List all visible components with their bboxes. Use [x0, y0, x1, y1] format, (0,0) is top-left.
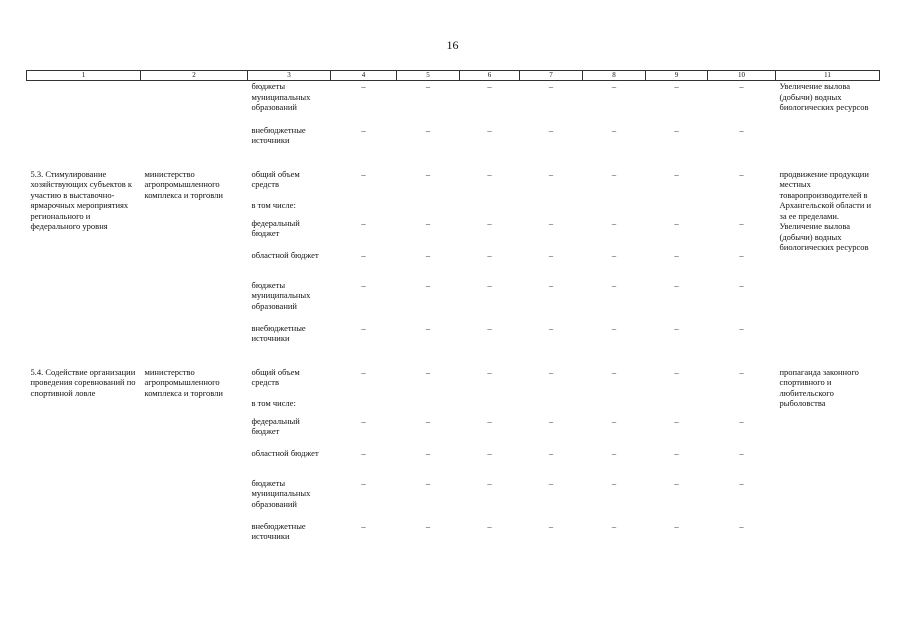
page-number: 16: [446, 38, 459, 52]
value-cell: [460, 200, 520, 218]
funding-source-cell: бюджеты муниципальных образований: [251, 279, 311, 311]
value-cell: –: [425, 217, 431, 228]
funding-source-cell: в том числе:: [251, 199, 296, 210]
funding-source-cell: бюджеты муниципальных образований: [251, 477, 311, 509]
value-cell: [708, 398, 776, 416]
value-cell: –: [487, 415, 492, 426]
value-cell: –: [425, 322, 431, 333]
funding-source-cell: федеральный бюджет: [251, 217, 300, 238]
value-cell: –: [487, 447, 492, 458]
value-cell: [646, 398, 708, 416]
value-cell: –: [674, 322, 679, 333]
value-cell: –: [739, 366, 744, 377]
value-cell: –: [487, 366, 492, 377]
table-row: [27, 81, 880, 125]
funding-source-cell: в том числе:: [251, 397, 296, 408]
value-cell: –: [361, 447, 366, 458]
measure-cell: 5.3. Стимулирование хозяйствующих субъектов к участию в выставочно-ярмарочных мероприятиях регионального и федерального уровня: [30, 168, 132, 231]
spacer-row: [27, 155, 880, 169]
value-cell: –: [361, 322, 366, 333]
value-cell: –: [548, 279, 554, 290]
value-cell: –: [487, 217, 492, 228]
value-cell: –: [674, 520, 679, 531]
value-cell: [331, 200, 397, 218]
value-cell: –: [361, 124, 366, 135]
value-cell: –: [487, 322, 492, 333]
value-cell: –: [611, 249, 617, 260]
column-header-5: 5: [397, 71, 460, 81]
value-cell: –: [548, 447, 554, 458]
program-table: [26, 70, 880, 551]
funding-source-cell: областной бюджет: [251, 447, 319, 458]
measure-cell: [27, 81, 141, 155]
value-cell: –: [425, 249, 431, 260]
value-cell: –: [611, 81, 617, 91]
value-cell: –: [487, 168, 492, 179]
value-cell: –: [674, 124, 679, 135]
column-header-1: 1: [27, 71, 141, 81]
value-cell: [708, 200, 776, 218]
value-cell: –: [548, 168, 554, 179]
column-header-4: 4: [331, 71, 397, 81]
value-cell: –: [548, 366, 554, 377]
value-cell: –: [361, 520, 366, 531]
value-cell: –: [674, 168, 679, 179]
value-cell: –: [487, 520, 492, 531]
value-cell: –: [611, 477, 617, 488]
table-row: [27, 169, 880, 200]
value-cell: –: [674, 81, 679, 91]
value-cell: –: [425, 168, 431, 179]
funding-source-cell: общий объем средств: [251, 366, 300, 387]
value-cell: –: [548, 124, 554, 135]
value-cell: –: [739, 447, 744, 458]
value-cell: –: [611, 366, 617, 377]
value-cell: –: [361, 81, 366, 91]
value-cell: [520, 398, 583, 416]
value-cell: [331, 398, 397, 416]
value-cell: –: [739, 168, 744, 179]
result-cell: продвижение продукции местных товаропроизводителей в Архангельской области и за ее пределами. Увеличение вылова (добычи) водных биологических ресурсов: [779, 168, 872, 252]
value-cell: –: [487, 279, 492, 290]
value-cell: –: [487, 249, 492, 260]
value-cell: –: [548, 322, 554, 333]
column-header-6: 6: [460, 71, 520, 81]
value-cell: –: [611, 124, 617, 135]
value-cell: –: [361, 415, 366, 426]
table-header: [27, 71, 880, 81]
column-header-9: 9: [646, 71, 708, 81]
result-cell: пропаганда законного спортивного и любительского рыболовства: [779, 366, 859, 408]
value-cell: –: [487, 124, 492, 135]
value-cell: –: [548, 217, 554, 228]
funding-source-cell: внебюджетные источники: [251, 520, 306, 541]
value-cell: –: [674, 477, 679, 488]
column-header-7: 7: [520, 71, 583, 81]
column-header-2: 2: [141, 71, 248, 81]
value-cell: [583, 398, 646, 416]
value-cell: –: [611, 322, 617, 333]
value-cell: [646, 200, 708, 218]
value-cell: –: [611, 168, 617, 179]
column-header-10: 10: [708, 71, 776, 81]
value-cell: –: [611, 520, 617, 531]
value-cell: –: [739, 249, 744, 260]
value-cell: –: [739, 217, 744, 228]
value-cell: –: [739, 520, 744, 531]
value-cell: –: [674, 279, 679, 290]
value-cell: –: [739, 279, 744, 290]
value-cell: –: [361, 217, 366, 228]
value-cell: –: [739, 415, 744, 426]
value-cell: –: [548, 249, 554, 260]
value-cell: –: [425, 520, 431, 531]
column-header-11: 11: [776, 71, 880, 81]
value-cell: –: [674, 366, 679, 377]
value-cell: –: [611, 447, 617, 458]
value-cell: –: [425, 279, 431, 290]
value-cell: –: [739, 477, 744, 488]
column-header-3: 3: [248, 71, 331, 81]
value-cell: –: [425, 415, 431, 426]
funding-source-cell: внебюджетные источники: [251, 124, 306, 145]
value-cell: –: [674, 447, 679, 458]
value-cell: –: [425, 447, 431, 458]
value-cell: –: [361, 477, 366, 488]
value-cell: –: [548, 81, 554, 91]
value-cell: –: [739, 124, 744, 135]
value-cell: –: [611, 217, 617, 228]
result-cell: Увеличение вылова (добычи) водных биологических ресурсов: [779, 81, 869, 112]
spacer-row: [27, 353, 880, 367]
funding-source-cell: федеральный бюджет: [251, 415, 300, 436]
executor-cell: министерство агропромышленного комплекса и торговли: [144, 366, 223, 398]
executor-cell: министерство агропромышленного комплекса и торговли: [144, 168, 223, 200]
value-cell: –: [548, 520, 554, 531]
value-cell: –: [361, 366, 366, 377]
value-cell: [583, 200, 646, 218]
value-cell: [460, 398, 520, 416]
value-cell: –: [361, 249, 366, 260]
value-cell: [397, 398, 460, 416]
funding-source-cell: внебюджетные источники: [251, 322, 306, 343]
value-cell: –: [361, 168, 366, 179]
value-cell: –: [739, 322, 744, 333]
value-cell: –: [425, 477, 431, 488]
value-cell: –: [425, 366, 431, 377]
funding-source-cell: областной бюджет: [251, 249, 319, 260]
value-cell: –: [674, 415, 679, 426]
value-cell: –: [487, 81, 492, 91]
value-cell: –: [611, 415, 617, 426]
spacer-cell: [27, 353, 880, 367]
value-cell: [397, 200, 460, 218]
table-row: [27, 367, 880, 398]
funding-source-cell: общий объем средств: [251, 168, 300, 189]
column-header-8: 8: [583, 71, 646, 81]
value-cell: –: [739, 81, 744, 91]
value-cell: –: [674, 249, 679, 260]
executor-cell: [141, 81, 248, 155]
value-cell: [520, 200, 583, 218]
value-cell: –: [487, 477, 492, 488]
spacer-cell: [27, 155, 880, 169]
value-cell: –: [361, 279, 366, 290]
funding-source-cell: бюджеты муниципальных образований: [251, 81, 311, 112]
measure-cell: 5.4. Содействие организации проведения соревнований по спортивной ловле: [30, 366, 136, 398]
value-cell: –: [548, 477, 554, 488]
value-cell: –: [425, 81, 431, 91]
value-cell: –: [611, 279, 617, 290]
value-cell: –: [425, 124, 431, 135]
value-cell: –: [548, 415, 554, 426]
value-cell: –: [674, 217, 679, 228]
